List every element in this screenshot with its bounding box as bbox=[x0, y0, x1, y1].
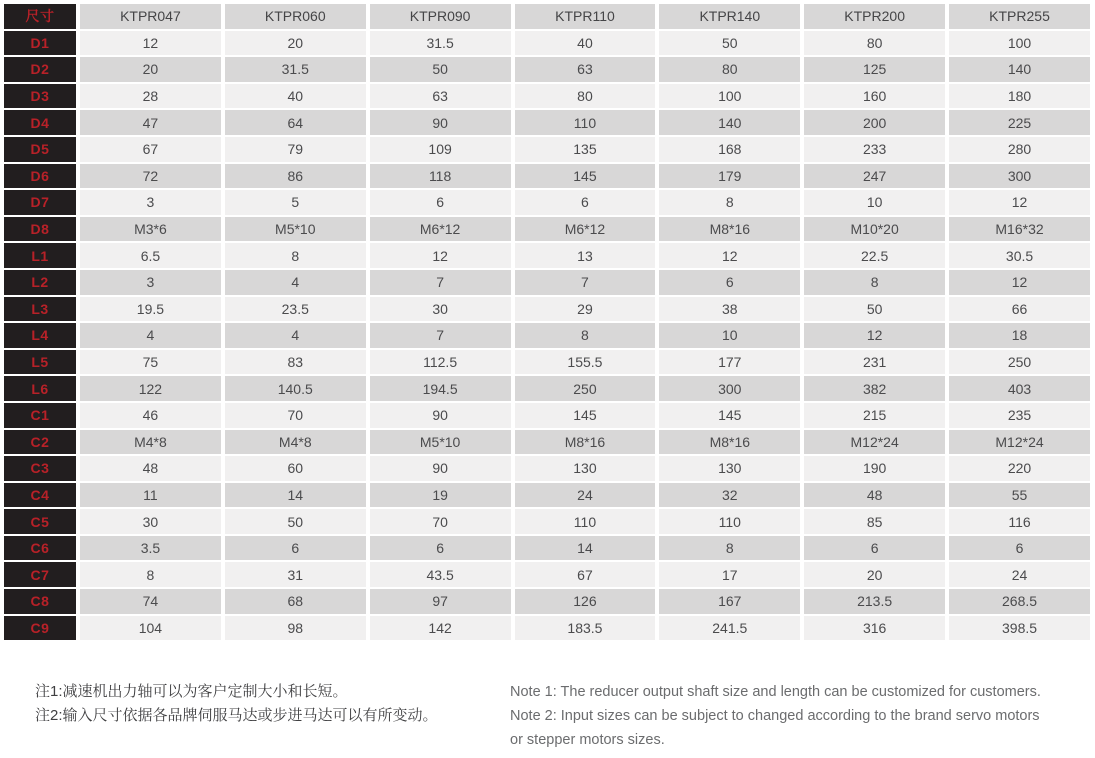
cell-d8-ktpr200: M10*20 bbox=[804, 217, 945, 242]
cell-l6-ktpr140: 300 bbox=[659, 376, 800, 401]
table-row-d4 bbox=[4, 110, 1090, 135]
row-label-l4: L4 bbox=[4, 323, 76, 348]
cell-l5-ktpr060: 83 bbox=[225, 350, 366, 375]
cell-d7-ktpr047: 3 bbox=[80, 190, 221, 215]
row-label-l3: L3 bbox=[4, 297, 76, 322]
cell-d2-ktpr200: 125 bbox=[804, 57, 945, 82]
cell-l1-ktpr060: 8 bbox=[225, 243, 366, 268]
table-row-d2 bbox=[4, 57, 1090, 82]
cell-l6-ktpr110: 250 bbox=[515, 376, 656, 401]
cell-c5-ktpr060: 50 bbox=[225, 509, 366, 534]
cell-l4-ktpr255: 18 bbox=[949, 323, 1090, 348]
cell-d1-ktpr090: 31.5 bbox=[370, 31, 511, 56]
table-row-c2 bbox=[4, 430, 1090, 455]
cell-c9-ktpr047: 104 bbox=[80, 616, 221, 641]
cell-l6-ktpr200: 382 bbox=[804, 376, 945, 401]
cell-c8-ktpr255: 268.5 bbox=[949, 589, 1090, 614]
cell-l1-ktpr255: 30.5 bbox=[949, 243, 1090, 268]
column-header-ktpr110: KTPR110 bbox=[515, 4, 656, 29]
cell-c2-ktpr140: M8*16 bbox=[659, 430, 800, 455]
note-cn-1: 注1:减速机出力轴可以为客户定制大小和长短。 bbox=[35, 683, 348, 700]
note-en-2: Note 2: Input sizes can be subject to changed according to the brand servo motors bbox=[510, 708, 1040, 724]
cell-d7-ktpr140: 8 bbox=[659, 190, 800, 215]
cell-l2-ktpr060: 4 bbox=[225, 270, 366, 295]
table-row-d5 bbox=[4, 137, 1090, 162]
cell-d6-ktpr110: 145 bbox=[515, 164, 656, 189]
row-label-d8: D8 bbox=[4, 217, 76, 242]
column-header-ktpr140: KTPR140 bbox=[659, 4, 800, 29]
cell-l1-ktpr090: 12 bbox=[370, 243, 511, 268]
cell-c5-ktpr110: 110 bbox=[515, 509, 656, 534]
cell-l2-ktpr255: 12 bbox=[949, 270, 1090, 295]
cell-c1-ktpr090: 90 bbox=[370, 403, 511, 428]
cell-c8-ktpr047: 74 bbox=[80, 589, 221, 614]
cell-d1-ktpr140: 50 bbox=[659, 31, 800, 56]
cell-c9-ktpr200: 316 bbox=[804, 616, 945, 641]
table-row-c4 bbox=[4, 483, 1090, 508]
cell-l1-ktpr110: 13 bbox=[515, 243, 656, 268]
notes-chinese bbox=[35, 680, 475, 752]
dimension-table bbox=[0, 2, 1094, 642]
row-label-c6: C6 bbox=[4, 536, 76, 561]
cell-d5-ktpr047: 67 bbox=[80, 137, 221, 162]
cell-l4-ktpr200: 12 bbox=[804, 323, 945, 348]
table-row-d1 bbox=[4, 31, 1090, 56]
cell-l2-ktpr047: 3 bbox=[80, 270, 221, 295]
cell-c5-ktpr047: 30 bbox=[80, 509, 221, 534]
cell-c3-ktpr110: 130 bbox=[515, 456, 656, 481]
column-header-ktpr255: KTPR255 bbox=[949, 4, 1090, 29]
cell-c4-ktpr200: 48 bbox=[804, 483, 945, 508]
cell-l3-ktpr110: 29 bbox=[515, 297, 656, 322]
row-label-d1: D1 bbox=[4, 31, 76, 56]
cell-c5-ktpr140: 110 bbox=[659, 509, 800, 534]
cell-d5-ktpr060: 79 bbox=[225, 137, 366, 162]
cell-c6-ktpr140: 8 bbox=[659, 536, 800, 561]
cell-d7-ktpr200: 10 bbox=[804, 190, 945, 215]
cell-c6-ktpr047: 3.5 bbox=[80, 536, 221, 561]
row-label-d5: D5 bbox=[4, 137, 76, 162]
cell-c2-ktpr060: M4*8 bbox=[225, 430, 366, 455]
cell-l4-ktpr140: 10 bbox=[659, 323, 800, 348]
cell-d2-ktpr255: 140 bbox=[949, 57, 1090, 82]
cell-l6-ktpr047: 122 bbox=[80, 376, 221, 401]
table-row-c7 bbox=[4, 562, 1090, 587]
note-en-3: or stepper motors sizes. bbox=[510, 732, 665, 748]
cell-l4-ktpr090: 7 bbox=[370, 323, 511, 348]
cell-c3-ktpr060: 60 bbox=[225, 456, 366, 481]
cell-d3-ktpr110: 80 bbox=[515, 84, 656, 109]
cell-l3-ktpr090: 30 bbox=[370, 297, 511, 322]
cell-c9-ktpr110: 183.5 bbox=[515, 616, 656, 641]
cell-c6-ktpr255: 6 bbox=[949, 536, 1090, 561]
table-row-c9 bbox=[4, 616, 1090, 641]
cell-d1-ktpr047: 12 bbox=[80, 31, 221, 56]
cell-c2-ktpr110: M8*16 bbox=[515, 430, 656, 455]
cell-c1-ktpr255: 235 bbox=[949, 403, 1090, 428]
cell-d4-ktpr060: 64 bbox=[225, 110, 366, 135]
cell-d3-ktpr255: 180 bbox=[949, 84, 1090, 109]
cell-c2-ktpr047: M4*8 bbox=[80, 430, 221, 455]
cell-l3-ktpr047: 19.5 bbox=[80, 297, 221, 322]
cell-c5-ktpr090: 70 bbox=[370, 509, 511, 534]
cell-c4-ktpr140: 32 bbox=[659, 483, 800, 508]
cell-d8-ktpr090: M6*12 bbox=[370, 217, 511, 242]
cell-c2-ktpr090: M5*10 bbox=[370, 430, 511, 455]
cell-d6-ktpr255: 300 bbox=[949, 164, 1090, 189]
cell-l2-ktpr200: 8 bbox=[804, 270, 945, 295]
cell-d4-ktpr140: 140 bbox=[659, 110, 800, 135]
cell-c4-ktpr060: 14 bbox=[225, 483, 366, 508]
cell-d1-ktpr110: 40 bbox=[515, 31, 656, 56]
cell-d3-ktpr200: 160 bbox=[804, 84, 945, 109]
table-row-d3 bbox=[4, 84, 1090, 109]
row-label-l6: L6 bbox=[4, 376, 76, 401]
column-header-ktpr200: KTPR200 bbox=[804, 4, 945, 29]
cell-d2-ktpr047: 20 bbox=[80, 57, 221, 82]
cell-l5-ktpr200: 231 bbox=[804, 350, 945, 375]
cell-l5-ktpr090: 112.5 bbox=[370, 350, 511, 375]
cell-c7-ktpr090: 43.5 bbox=[370, 562, 511, 587]
cell-l3-ktpr140: 38 bbox=[659, 297, 800, 322]
table-row-d6 bbox=[4, 164, 1090, 189]
cell-c3-ktpr200: 190 bbox=[804, 456, 945, 481]
cell-d4-ktpr090: 90 bbox=[370, 110, 511, 135]
cell-c1-ktpr200: 215 bbox=[804, 403, 945, 428]
row-label-c1: C1 bbox=[4, 403, 76, 428]
cell-c1-ktpr047: 46 bbox=[80, 403, 221, 428]
table-row-l2 bbox=[4, 270, 1090, 295]
cell-c3-ktpr047: 48 bbox=[80, 456, 221, 481]
cell-l2-ktpr110: 7 bbox=[515, 270, 656, 295]
column-header-ktpr060: KTPR060 bbox=[225, 4, 366, 29]
table-row-d8 bbox=[4, 217, 1090, 242]
cell-d3-ktpr047: 28 bbox=[80, 84, 221, 109]
cell-c4-ktpr110: 24 bbox=[515, 483, 656, 508]
cell-d7-ktpr060: 5 bbox=[225, 190, 366, 215]
cell-d6-ktpr090: 118 bbox=[370, 164, 511, 189]
cell-c2-ktpr200: M12*24 bbox=[804, 430, 945, 455]
table-row-c5 bbox=[4, 509, 1090, 534]
table-row-l3 bbox=[4, 297, 1090, 322]
row-label-d2: D2 bbox=[4, 57, 76, 82]
cell-l2-ktpr090: 7 bbox=[370, 270, 511, 295]
note-en-1: Note 1: The reducer output shaft size and length can be customized for customers. bbox=[510, 684, 1041, 700]
cell-l6-ktpr060: 140.5 bbox=[225, 376, 366, 401]
table-row-c3 bbox=[4, 456, 1090, 481]
cell-d5-ktpr090: 109 bbox=[370, 137, 511, 162]
row-label-c7: C7 bbox=[4, 562, 76, 587]
cell-d5-ktpr200: 233 bbox=[804, 137, 945, 162]
cell-c7-ktpr255: 24 bbox=[949, 562, 1090, 587]
cell-d5-ktpr255: 280 bbox=[949, 137, 1090, 162]
cell-l1-ktpr200: 22.5 bbox=[804, 243, 945, 268]
cell-l5-ktpr047: 75 bbox=[80, 350, 221, 375]
table-row-c6 bbox=[4, 536, 1090, 561]
table-body bbox=[4, 31, 1090, 641]
cell-c7-ktpr140: 17 bbox=[659, 562, 800, 587]
cell-d7-ktpr090: 6 bbox=[370, 190, 511, 215]
cell-c3-ktpr255: 220 bbox=[949, 456, 1090, 481]
row-label-d4: D4 bbox=[4, 110, 76, 135]
row-label-c9: C9 bbox=[4, 616, 76, 641]
cell-l1-ktpr047: 6.5 bbox=[80, 243, 221, 268]
table-row-d7 bbox=[4, 190, 1090, 215]
cell-c9-ktpr060: 98 bbox=[225, 616, 366, 641]
cell-c5-ktpr255: 116 bbox=[949, 509, 1090, 534]
cell-c7-ktpr060: 31 bbox=[225, 562, 366, 587]
cell-d2-ktpr090: 50 bbox=[370, 57, 511, 82]
cell-d8-ktpr047: M3*6 bbox=[80, 217, 221, 242]
cell-c3-ktpr140: 130 bbox=[659, 456, 800, 481]
column-header-ktpr047: KTPR047 bbox=[80, 4, 221, 29]
cell-l2-ktpr140: 6 bbox=[659, 270, 800, 295]
cell-l3-ktpr255: 66 bbox=[949, 297, 1090, 322]
cell-d7-ktpr255: 12 bbox=[949, 190, 1090, 215]
cell-c4-ktpr090: 19 bbox=[370, 483, 511, 508]
cell-c4-ktpr255: 55 bbox=[949, 483, 1090, 508]
cell-c7-ktpr047: 8 bbox=[80, 562, 221, 587]
row-label-l2: L2 bbox=[4, 270, 76, 295]
cell-d3-ktpr140: 100 bbox=[659, 84, 800, 109]
cell-c1-ktpr110: 145 bbox=[515, 403, 656, 428]
cell-d8-ktpr255: M16*32 bbox=[949, 217, 1090, 242]
cell-c6-ktpr060: 6 bbox=[225, 536, 366, 561]
row-label-l5: L5 bbox=[4, 350, 76, 375]
cell-d5-ktpr140: 168 bbox=[659, 137, 800, 162]
table-row-c1 bbox=[4, 403, 1090, 428]
row-label-d6: D6 bbox=[4, 164, 76, 189]
cell-d6-ktpr140: 179 bbox=[659, 164, 800, 189]
cell-c1-ktpr060: 70 bbox=[225, 403, 366, 428]
cell-c1-ktpr140: 145 bbox=[659, 403, 800, 428]
row-label-c5: C5 bbox=[4, 509, 76, 534]
cell-l6-ktpr255: 403 bbox=[949, 376, 1090, 401]
cell-c8-ktpr110: 126 bbox=[515, 589, 656, 614]
cell-d1-ktpr200: 80 bbox=[804, 31, 945, 56]
cell-d6-ktpr060: 86 bbox=[225, 164, 366, 189]
row-label-l1: L1 bbox=[4, 243, 76, 268]
cell-c2-ktpr255: M12*24 bbox=[949, 430, 1090, 455]
row-label-c3: C3 bbox=[4, 456, 76, 481]
cell-c6-ktpr200: 6 bbox=[804, 536, 945, 561]
cell-d1-ktpr255: 100 bbox=[949, 31, 1090, 56]
cell-l4-ktpr060: 4 bbox=[225, 323, 366, 348]
cell-l5-ktpr140: 177 bbox=[659, 350, 800, 375]
cell-c9-ktpr140: 241.5 bbox=[659, 616, 800, 641]
cell-d2-ktpr060: 31.5 bbox=[225, 57, 366, 82]
row-label-d7: D7 bbox=[4, 190, 76, 215]
cell-d7-ktpr110: 6 bbox=[515, 190, 656, 215]
cell-d1-ktpr060: 20 bbox=[225, 31, 366, 56]
cell-d3-ktpr060: 40 bbox=[225, 84, 366, 109]
cell-c9-ktpr090: 142 bbox=[370, 616, 511, 641]
cell-d4-ktpr110: 110 bbox=[515, 110, 656, 135]
cell-c3-ktpr090: 90 bbox=[370, 456, 511, 481]
cell-l5-ktpr110: 155.5 bbox=[515, 350, 656, 375]
cell-d2-ktpr140: 80 bbox=[659, 57, 800, 82]
cell-l4-ktpr110: 8 bbox=[515, 323, 656, 348]
cell-c4-ktpr047: 11 bbox=[80, 483, 221, 508]
cell-c7-ktpr200: 20 bbox=[804, 562, 945, 587]
cell-d6-ktpr047: 72 bbox=[80, 164, 221, 189]
table-row-l5 bbox=[4, 350, 1090, 375]
table-row-l6 bbox=[4, 376, 1090, 401]
cell-d3-ktpr090: 63 bbox=[370, 84, 511, 109]
cell-l1-ktpr140: 12 bbox=[659, 243, 800, 268]
cell-l3-ktpr200: 50 bbox=[804, 297, 945, 322]
table-row-l4 bbox=[4, 323, 1090, 348]
cell-d4-ktpr047: 47 bbox=[80, 110, 221, 135]
cell-c6-ktpr110: 14 bbox=[515, 536, 656, 561]
cell-d8-ktpr060: M5*10 bbox=[225, 217, 366, 242]
cell-c8-ktpr140: 167 bbox=[659, 589, 800, 614]
note-cn-2: 注2:输入尺寸依据各品牌伺服马达或步进马达可以有所变动。 bbox=[35, 707, 438, 724]
cell-c8-ktpr090: 97 bbox=[370, 589, 511, 614]
row-label-d3: D3 bbox=[4, 84, 76, 109]
cell-d4-ktpr255: 225 bbox=[949, 110, 1090, 135]
column-header-ktpr090: KTPR090 bbox=[370, 4, 511, 29]
cell-l6-ktpr090: 194.5 bbox=[370, 376, 511, 401]
cell-l5-ktpr255: 250 bbox=[949, 350, 1090, 375]
cell-d8-ktpr140: M8*16 bbox=[659, 217, 800, 242]
cell-l3-ktpr060: 23.5 bbox=[225, 297, 366, 322]
cell-l4-ktpr047: 4 bbox=[80, 323, 221, 348]
corner-header: 尺寸 bbox=[4, 4, 76, 29]
cell-d5-ktpr110: 135 bbox=[515, 137, 656, 162]
cell-c5-ktpr200: 85 bbox=[804, 509, 945, 534]
cell-c6-ktpr090: 6 bbox=[370, 536, 511, 561]
row-label-c8: C8 bbox=[4, 589, 76, 614]
notes-english bbox=[510, 680, 1070, 752]
cell-d8-ktpr110: M6*12 bbox=[515, 217, 656, 242]
table-row-c8 bbox=[4, 589, 1090, 614]
row-label-c4: C4 bbox=[4, 483, 76, 508]
cell-d4-ktpr200: 200 bbox=[804, 110, 945, 135]
cell-c8-ktpr200: 213.5 bbox=[804, 589, 945, 614]
cell-c9-ktpr255: 398.5 bbox=[949, 616, 1090, 641]
table-row-l1 bbox=[4, 243, 1090, 268]
cell-d6-ktpr200: 247 bbox=[804, 164, 945, 189]
cell-d2-ktpr110: 63 bbox=[515, 57, 656, 82]
footnotes bbox=[0, 680, 1095, 752]
cell-c8-ktpr060: 68 bbox=[225, 589, 366, 614]
row-label-c2: C2 bbox=[4, 430, 76, 455]
cell-c7-ktpr110: 67 bbox=[515, 562, 656, 587]
header-row bbox=[4, 4, 1090, 29]
